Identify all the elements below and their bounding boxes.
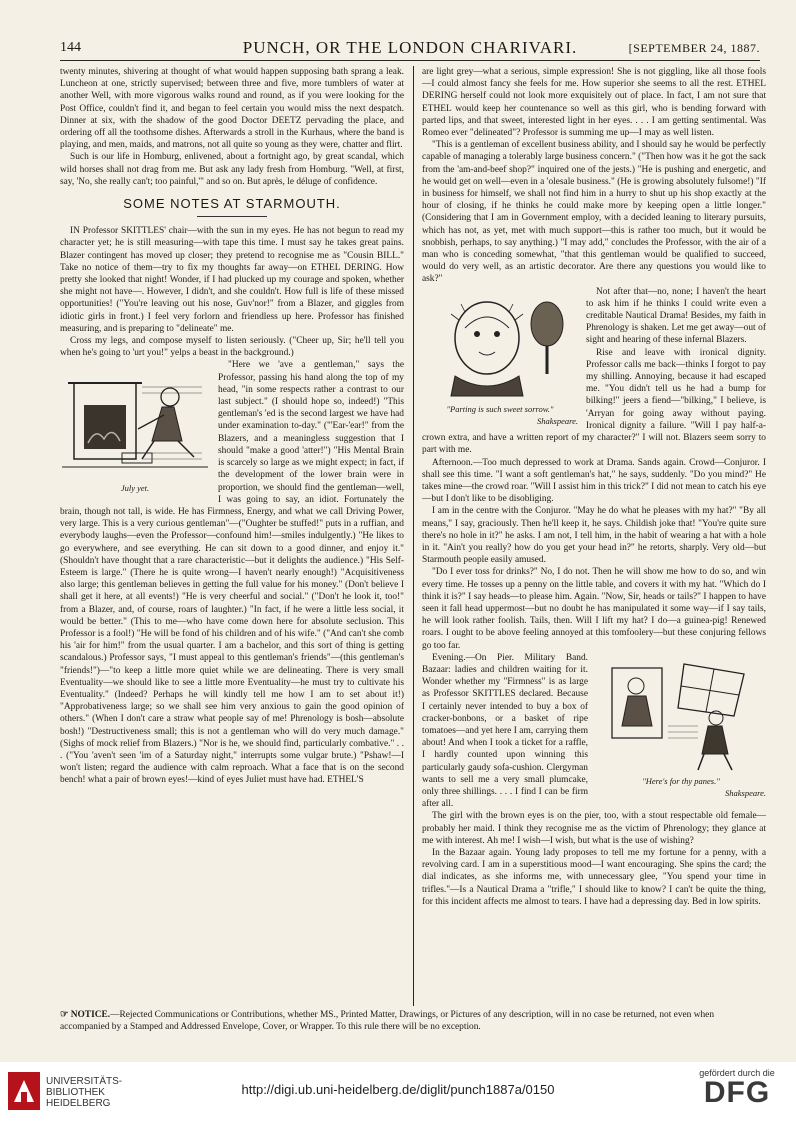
left-paragraph: "Here we 'ave a gentleman," says the Professor, passing his hand along the top of my head, "in some respects rather a contrast to our last subject." (I should hope so, indeed!) "This gentleman's 'ed is the second largest we have had under examination to-day." ("'Ear-'ear!" from the Blazers, and a meaningless suggestion that I should "make a good 'atter!") "His Mental Brain is scarcely so large as we might expect; in fact, if the development of the lower brain were in proportion, we should find the gentleman—well, I was going to say, an idiot. Fortunately the brain, though not tall, is wide. He has Firmness, Energy, and what we call Driving Power, very large. This is a very curious gentleman"—("Oughter be stuffed!" puts in a ruffian, and everybody laughs—even the Professor—confound him!—smiles indulgently.) "He likes to go everywhere, and see everything. He can sit down to a good dinner, and enjoy it." (Shouldn't have thought that a rare characteristic—but it delights the audience.) "His Self-Esteem is large." (There he is quite wrong—I haven't nearly enough!) "Acquisitiveness also large; this gentleman believes in getting the full value for his money." (Don't believe I shall get it here, at all events!) "He is very cheerful and social." ("Don't he look it, too!" from a Blazer, and, of course, roars of laughter.) "In fact, if he were a little less social, it would be better." (This to me—who have come down here for absolute seclusion. This Professor is a fool!) "He will be fond of his children and of his wife." ("And can't she comb his 'air for him!" from the usual quarter. I am a bachelor, and this sort of thing is getting scandalous.) Professor says, "I must appeal to this gentleman's friends"—(this gentleman's "friends!")—"to keep a little more quiet while we are delineating. There is very small Eventuality—we should like to see a little more Eventuality—he must try to cultivate his Eventuality." (Indeed? Perhaps he will kindly tell me how I am to set about it!) "Approbativeness large; so we shall see him very anxious to gain the good opinion of others." (When I don't care a straw what people say of me! Phrenology is bosh—absolute bosh!) "Destructiveness small; this is not a gentleman who will do very much damage." (Sighs of mock relief from Blazers.) "Nor is he, we should find, particularly combative." . . . ("You 'aven't seen 'im of a Saturday night," interrupts some vulgar brute.) "Pshaw!—I won't listen; regard the audience with calm reproach. What a face that is on the second bench! what a pair of brown eyes!—kind of eyes Juliet must have had. ETHEL'S [60, 360, 404, 786]
fireplace-drawing-icon [62, 363, 208, 481]
journal-title: PUNCH, OR THE LONDON CHARIVARI. [242, 38, 578, 57]
issue-date: [SEPTEMBER 24, 1887. [628, 41, 760, 55]
notice-lead: ☞ NOTICE. [60, 1010, 111, 1020]
figure-caption: July yet. [120, 483, 150, 494]
right-paragraph: Evening.—On Pier. Military Band. Bazaar: ladies and children waiting for it. Wonder whether my "Firmness" is as large as Professor SKITTLES declared. Because I certainly never intended to buy a box of cracker-bonbons, or a basket of ripe tomatoes—and yet here I am, carrying them about! And when I took a ticket for a raffle, I hardly counted upon winning this particularly gaudy sofa-cushion. Clergyman wants to sell me a very small plumcake, only three shillings. . . . I find I can be firm after all. [422, 652, 588, 810]
editorial-notice [60, 1009, 760, 1033]
illustration-fireplace [60, 363, 210, 493]
figure-attribution: Shakspeare. [725, 787, 766, 798]
permalink-url[interactable]: http://digi.ub.uni-heidelberg.de/diglit/punch1887a/0150 [241, 1082, 555, 1097]
left-paragraph: Cross my legs, and compose myself to listen seriously. ("Cheer up, Sir; he'll tell you when he's going to 'urt you!" yelps a beast in the background.) [60, 336, 404, 359]
right-paragraph: The girl with the brown eyes is on the pier, too, with a stout respectable old female—probably her maid. I think they recognise me as the victim of Phrenology; they glance at me with interest. Ah me! I wish—I wish, but what is the use of wishing? [422, 811, 766, 846]
funding-label: gefördert durch die [699, 1068, 775, 1078]
heading-rule [197, 216, 267, 217]
illustration-parting [422, 290, 578, 426]
figure-attribution: Shakspeare. [537, 415, 578, 426]
man-with-panes-drawing-icon [598, 656, 764, 774]
right-column [422, 66, 766, 1006]
right-paragraph: In the Bazaar again. Young lady proposes to tell me my fortune for a penny, with a revolving card. I am in a superstitious mood—I want encouraging. She spins the card; the dial indicates, as she informs me, with unnecessary glee, "You spend your time in trifles."—Is a Nautical Drama a "trifle," I should like to know? I can't be quite the thing, for this incident affects me almost to tears. I have had a depressing day. Bed in low spirits. [422, 848, 766, 907]
library-name-line: HEIDELBERG [46, 1098, 111, 1109]
left-column [60, 66, 404, 1006]
left-paragraph: Such is our life in Homburg, enlivened, about a fortnight ago, by great scandal, which wild horses shall not drag from me. But ask any lady fresh from Homburg. "Well, at first, say, 'No, she really can't; too painful,'" and so on. But après, le déluge of confidence. [60, 152, 404, 187]
dfg-funding-badge[interactable] [692, 1068, 782, 1108]
illustration-window-panes [596, 656, 766, 798]
man-with-mirror-drawing-icon [425, 290, 575, 402]
column-rule [413, 66, 414, 1006]
right-paragraph: Not after that—no, none; I haven't the heart to ask him if he thinks I could write even a creditable Nautical Drama! Besides, my faith in Phrenology is shaken. Let me get away—out of sight and hearing of these infernal Blazers. [586, 286, 766, 346]
figure-caption: "Parting is such sweet sorrow." [446, 403, 554, 414]
library-name-line: BIBLIOTHEK [46, 1087, 105, 1098]
article-heading: SOME NOTES AT STARMOUTH. [60, 198, 404, 217]
notice-text: —Rejected Communications or Contributions, whether MS., Printed Matter, Drawings, or Pictures of any description, will in no case be returned, not even when accompanied by a Stamped and Addressed Envelope, Cover, or Wrapper. To this rule there will be no exception. [60, 1010, 715, 1032]
viewer-footer [0, 1062, 796, 1121]
right-paragraph: are light grey—what a serious, simple expression! She is not giggling, like all those fools—I could almost fancy she feels for me. How superior she seems to all the rest. ETHEL DERING herself could not look more exquisitely out of place. In fact, I am not sure that ETHEL would keep her countenance so well as this girl, who is bending forward with parted lips, and that sweet, interested light in her eyes. . . . I am getting sentimental. Was Romeo ever "delineated"? Professor is summing me up—I may as well listen. [422, 67, 766, 139]
left-paragraph: twenty minutes, shivering at thought of what would happen supposing bath sprang a leak. Luncheon at one, strictly supervised; between three and five, more tumblers of water at another Well, with more vigorous walks round and round, as if you were looking for the Post Office, couldn't find it, and began to feel certain you would miss the next despatch. Dinner at six, with the shadow of the good Doctor DEETZ pervading the place, and ordering off all the toothsome dishes. Afterwards a stroll in the Kurhaus, where the band is playing, and men, maids, and matrons, not all quite so young as they were, chatter and flirt. [60, 67, 404, 151]
right-paragraph: I am in the centre with the Conjuror. "May he do what he pleases with my hat?" "By all means," I say, graciously. Then he'll keep it, he says. Childish joke that! "You're quite sure there's no hole in it?" he asks. I am not, I tell him, in the habit of wearing a hat with a hole in it. "Ain't you really? how do you get your head in?" he retorts, sharply. Very old—but Starmouth people easily amused. [422, 506, 766, 566]
figure-caption: "Here's for thy panes." [642, 775, 720, 786]
running-header [60, 38, 760, 61]
dfg-logo-icon: DFG [703, 1076, 771, 1109]
right-paragraph: Rise and leave with ironical dignity. Professor calls me back—thinks I forgot to pay my shilling. Annoying, because it had escaped me. "You didn't tell us he had a bump for bilking!" jeers a fiend—"bilking," I believe, is 'Arryan for going away without paying. Ironical dignity a failure. "Will I pay half-a-crown extra, and have a written report of my character?" I will not. Blazers seem sorry to part with me. [422, 347, 766, 456]
right-paragraph: Afternoon.—Too much depressed to work at Drama. Sands again. Crowd—Conjuror. I shall see this time. "I want a soft gentleman's hat," he says, suddenly. "Do you mind?" He takes mine—the crowd roar. "Will I assist him in this trick?" I did not mean to catch his eye—but I don't like to be disobliging. [422, 457, 766, 505]
library-name-line: UNIVERSITÄTS- [46, 1076, 123, 1087]
right-paragraph: "This is a gentleman of excellent business ability, and I should say he would be perfectly capable of managing a tolerably large business concern." ("Then how was it he got the sack from the 'am-and-beef shop?" inquired one of the jests.) "He is pushing and energetic, and he would get on well—even in a 'olesale business." (He is growing absolutely fulsome!) "If in business for himself, we shall not find him in a hurry to shut up his shop exactly at the hour of closing, if he thinks he could make more by keeping open a little longer." (Considering that I am in Government employ, with a decided leaning to literary pursuits, which has not, as yet, met with much support—this is rather too much, but it would be snobbish, perhaps, to say anything.) "I may add," concludes the Professor, with the air of a man who is conceding somewhat, "that this gentleman would be qualified to succeed, would do very well, as an artistic decorator. Are there any questions you would like to ask?" [422, 140, 766, 285]
page-number: 144 [60, 40, 81, 55]
right-paragraph: "Do I ever toss for drinks?" No, I do not. Then he will show me how to do so, and win every time. He tosses up a penny on the little table, and covers it with my hat. "Which do I think it is?" I say heads—to please him. Again. "Now, Sir, heads or tails?" I happen to have seen it fall head uppermost—but no doubt he has manipulated it some way—if I say tails, he will look rather foolish. Tails, then. Will I lift my hat? I do—a guinea-pig! Renewed roars. I ought to be above feeling annoyed at this tomfoolery—but these conjuring fellows go too far. [422, 567, 766, 651]
left-paragraph: IN Professor SKITTLES' chair—with the sun in my eyes. He has not begun to read my character yet; he is still measuring—with tape this time. I must say he takes great pains. Blazer contingent has moved up closer; they pretend to recognise me as "Cousin BILL." Take no notice of them—try to fix my thoughts far away—on ETHEL DERING. How pretty she looked that night! Wonder, if I had plucked up my courage and spoken, whether she might not have—. However, I didn't, and she couldn't. How full is life of these missed opportunities! ("You're leaving out his nose, Guv'nor!" from a Blazer, and giggles from idiotic girls in front.) I feel very forlorn and friendless up here. Professor has finished measuring, and is preparing to "delineate" me. [60, 226, 404, 334]
